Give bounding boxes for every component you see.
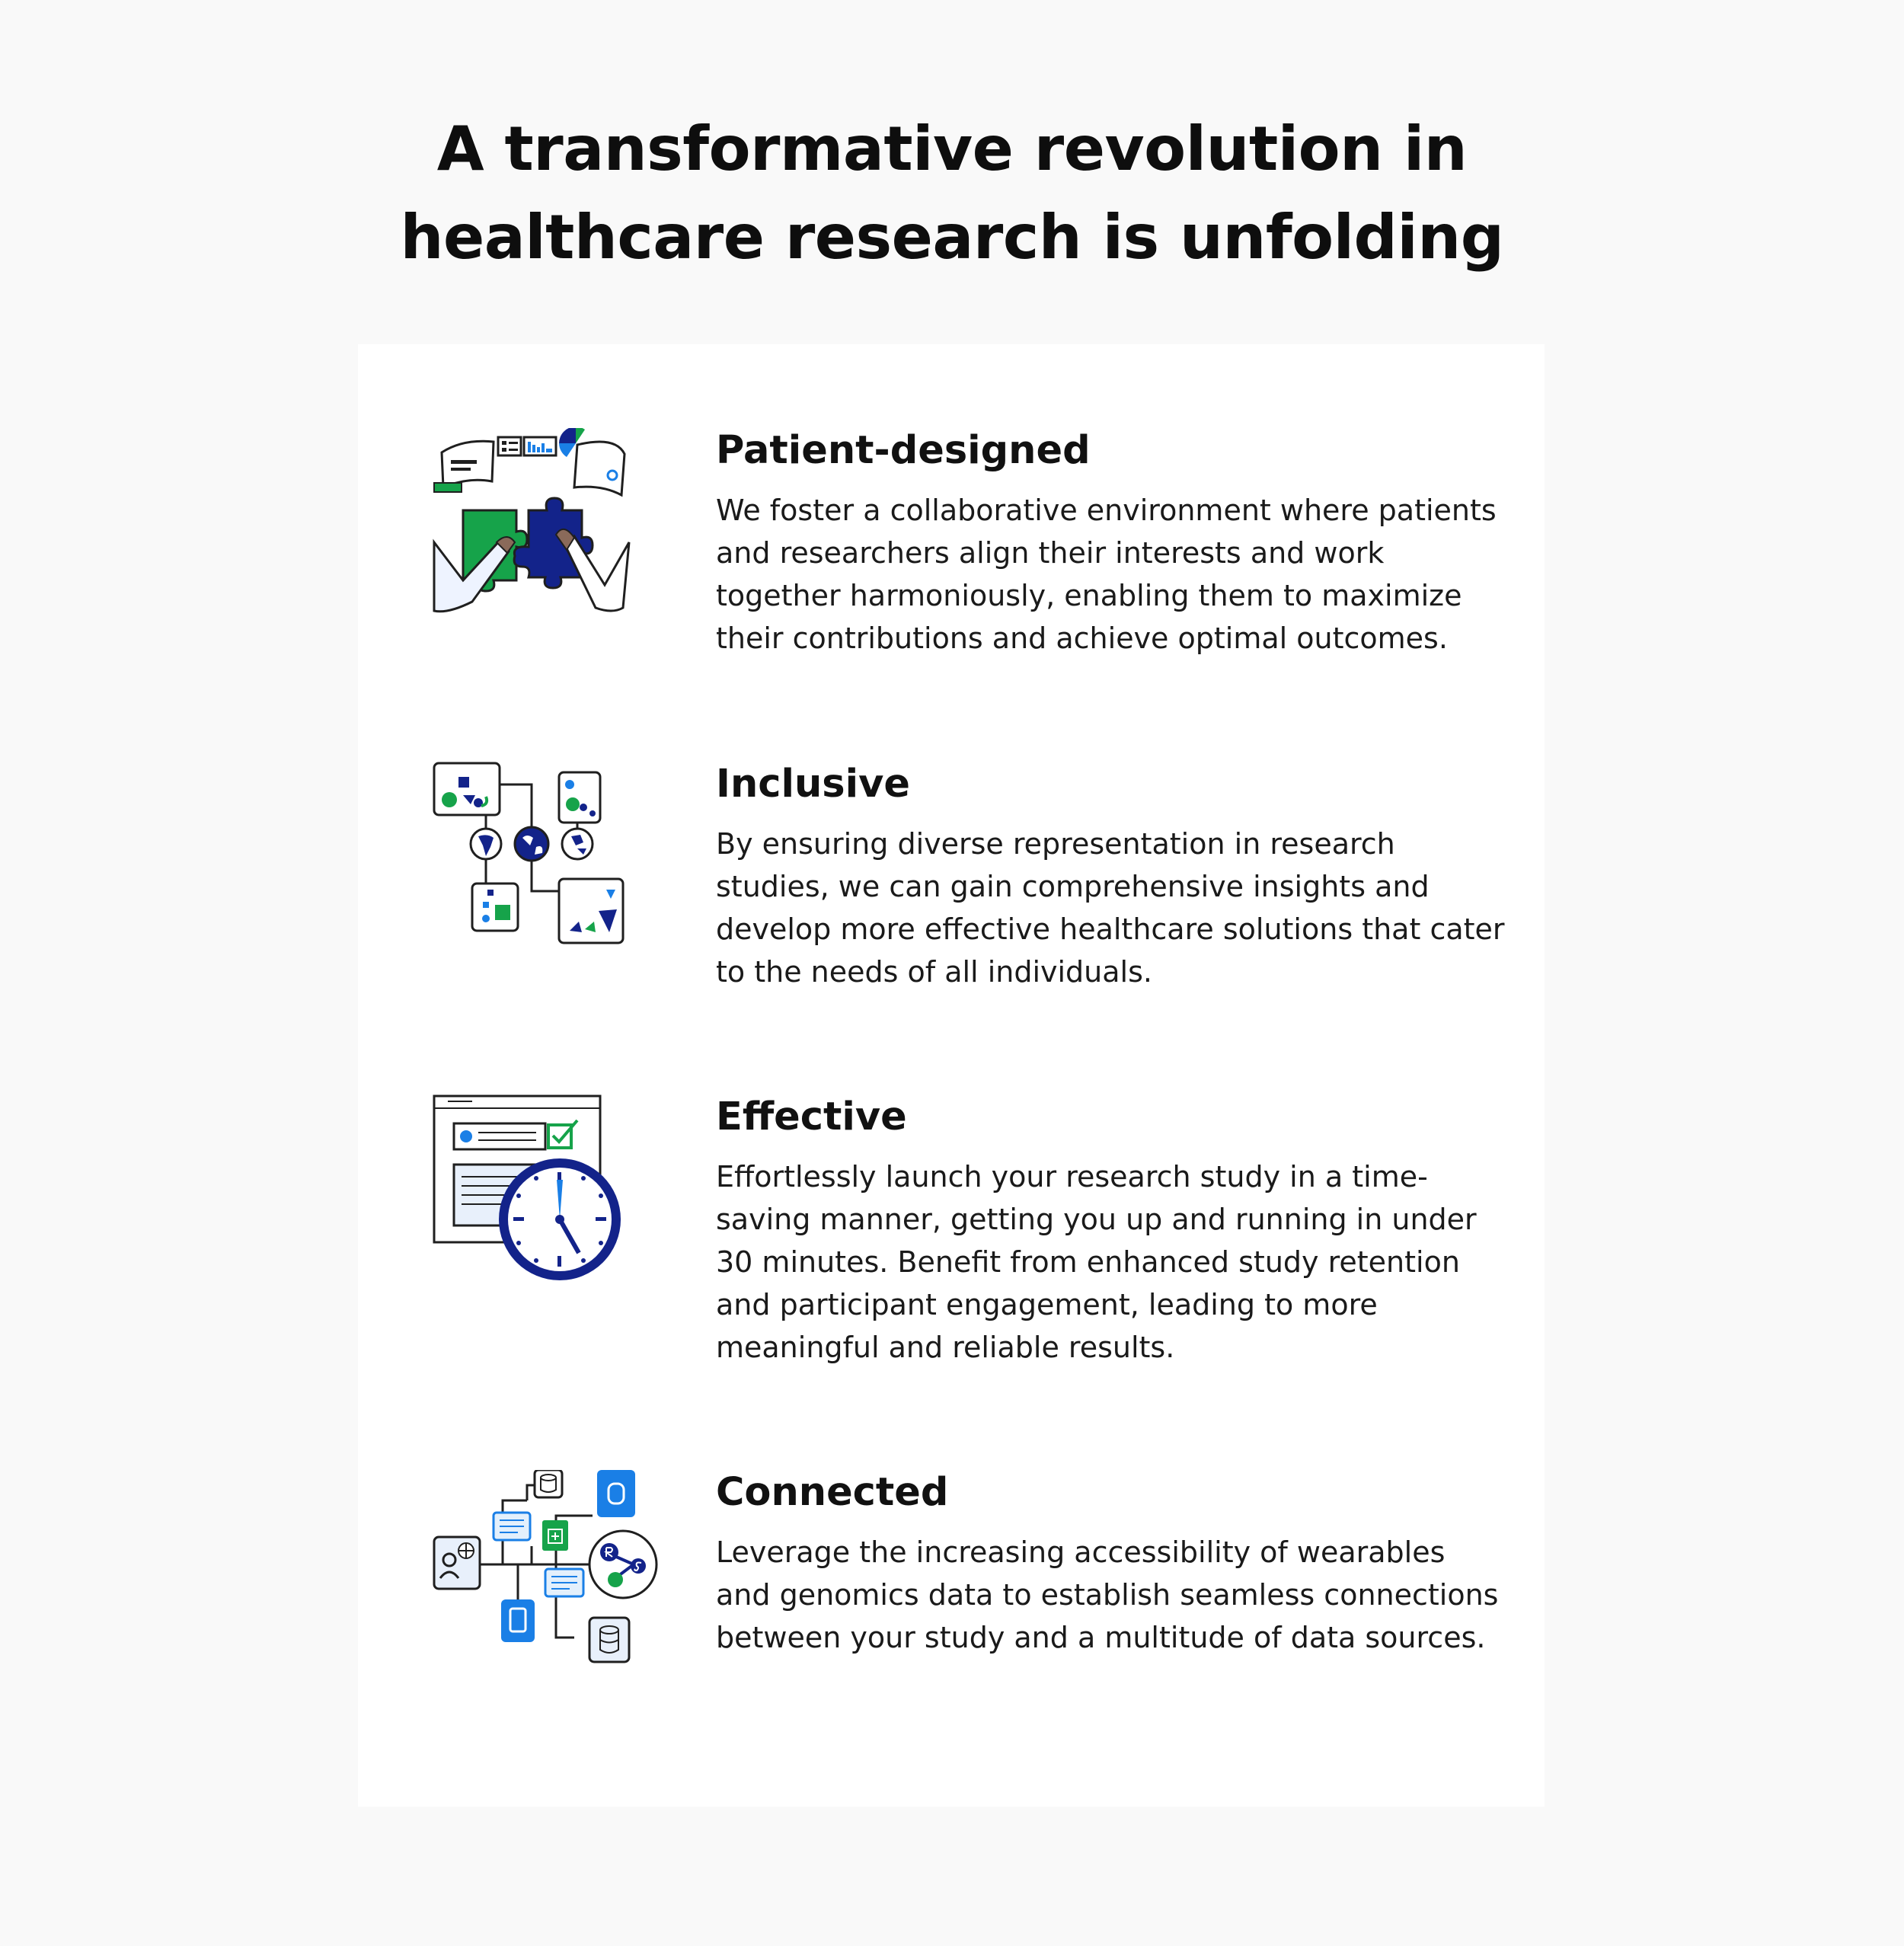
feature-title: Connected [716, 1470, 949, 1515]
feature-title: Patient-designed [716, 428, 1091, 473]
feature-description: By ensuring diverse representation in research studies, we can gain comprehensive insights and develop more effective healthcare solutions that cater to the needs of all individuals. [716, 827, 1505, 989]
features-card [358, 344, 1545, 1807]
feature-description: We foster a collaborative environment where patients and researchers align their interests and work together harmoniously, enabling them to maximize their contributions and achieve optimal outcomes. [716, 494, 1497, 655]
page-title-line-2: healthcare research is unfolding [400, 202, 1504, 273]
feature-title: Effective [716, 1094, 907, 1139]
feature-title: Inclusive [716, 762, 910, 807]
feature-description: Effortlessly launch your research study in a time-saving manner, getting you up and running in under 30 minutes. Benefit from enhanced study retention and participant engagement, leading to more meaningful and reliable results. [716, 1160, 1477, 1364]
puzzle-collaboration-icon [433, 428, 661, 641]
page-title-line-1: A transformative revolution in [436, 113, 1468, 184]
global-network-icon [433, 762, 661, 975]
connected-data-sources-icon [433, 1470, 661, 1683]
document-clock-icon [433, 1094, 661, 1308]
page-title [0, 105, 1904, 282]
feature-description: Leverage the increasing accessibility of wearables and genomics data to establish seamless connections between your study and a multitude of data sources. [716, 1535, 1499, 1654]
